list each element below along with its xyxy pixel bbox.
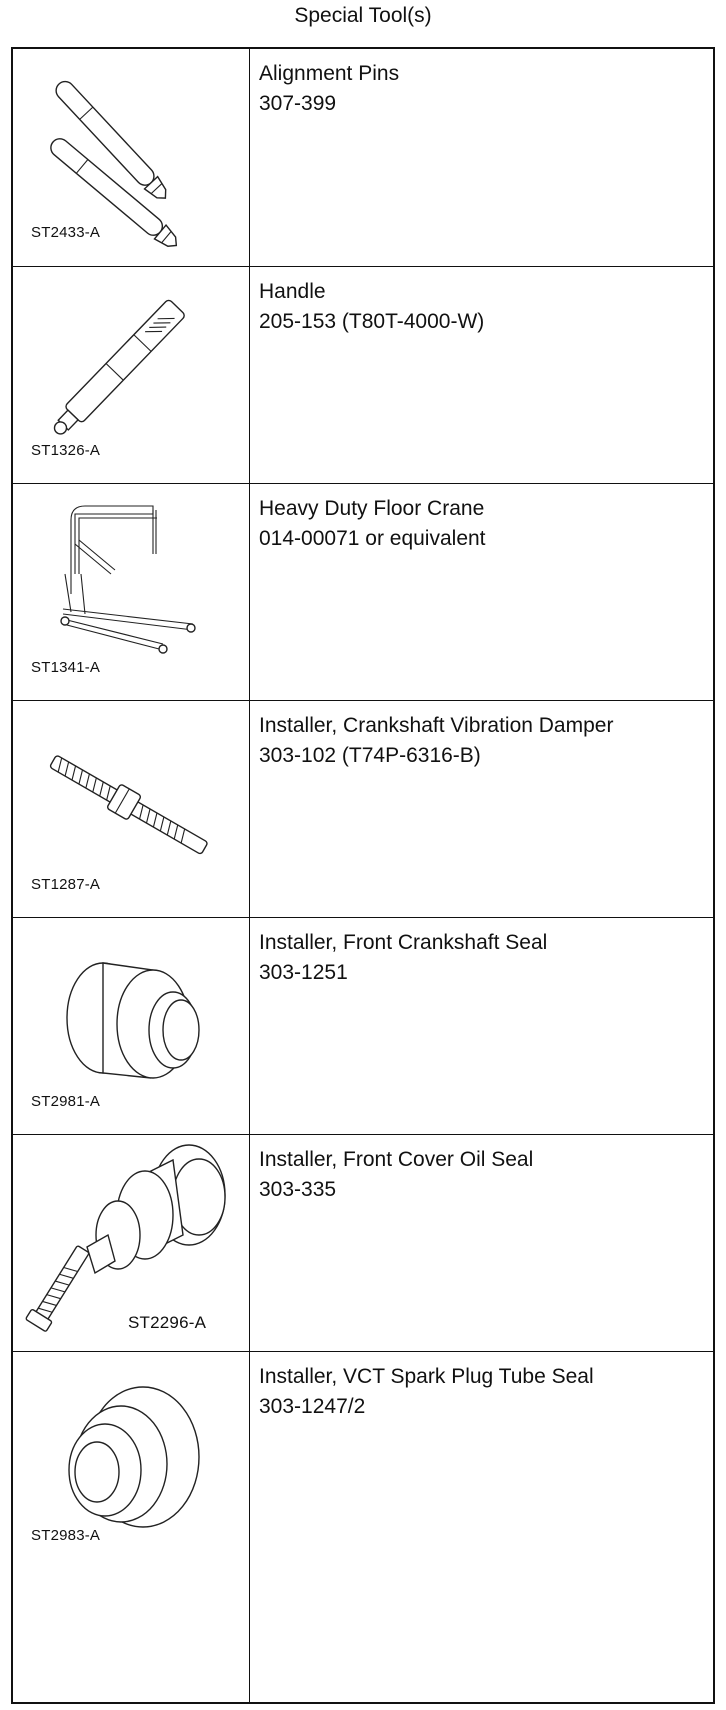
tool-image-cell [13,701,250,917]
tool-description [259,494,486,554]
tool-number: 303-102 (T74P-6316-B) [259,744,481,767]
tool-code: ST1326-A [31,442,101,459]
tool-image-cell [13,1135,250,1351]
tool-image-cell [13,267,250,483]
tool-code: ST2981-A [31,1093,101,1110]
tool-name: Alignment Pins [259,62,400,85]
tool-number: 014-00071 or equivalent [259,527,486,550]
tool-description [259,1362,594,1422]
tool-number: 303-1251 [259,961,348,984]
table-row [13,266,713,483]
tool-name: Installer, Front Crankshaft Seal [259,931,548,954]
tool-description [259,59,399,119]
tool-name: Heavy Duty Floor Crane [259,497,485,520]
tool-description [259,711,613,771]
tool-name: Installer, Crankshaft Vibration Damper [259,714,614,737]
tool-image-cell [13,484,250,700]
tool-number: 205-153 (T80T-4000-W) [259,310,485,333]
table-row [13,1134,713,1351]
tool-code: ST1287-A [31,876,101,893]
tool-code: ST2433-A [31,224,101,241]
page-title: Special Tool(s) [294,4,432,27]
tool-name: Handle [259,280,326,303]
tool-name: Installer, Front Cover Oil Seal [259,1148,534,1171]
tool-code: ST2983-A [31,1527,101,1544]
tool-image-cell [13,918,250,1134]
tool-number: 303-1247/2 [259,1395,366,1418]
tool-image-cell [13,49,250,266]
tool-number: 303-335 [259,1178,337,1201]
table-row [13,483,713,700]
tool-code: ST2296-A [128,1313,207,1332]
tool-description [259,277,484,337]
tool-code: ST1341-A [31,659,101,676]
tool-description [259,1145,533,1205]
tool-number: 307-399 [259,92,337,115]
tool-name: Installer, VCT Spark Plug Tube Seal [259,1365,594,1388]
table-row [13,1351,713,1702]
table-row [13,700,713,917]
tool-image-cell [13,1352,250,1702]
table-row [13,49,713,266]
special-tools-table [11,47,715,1704]
tool-description [259,928,547,988]
table-row [13,917,713,1134]
